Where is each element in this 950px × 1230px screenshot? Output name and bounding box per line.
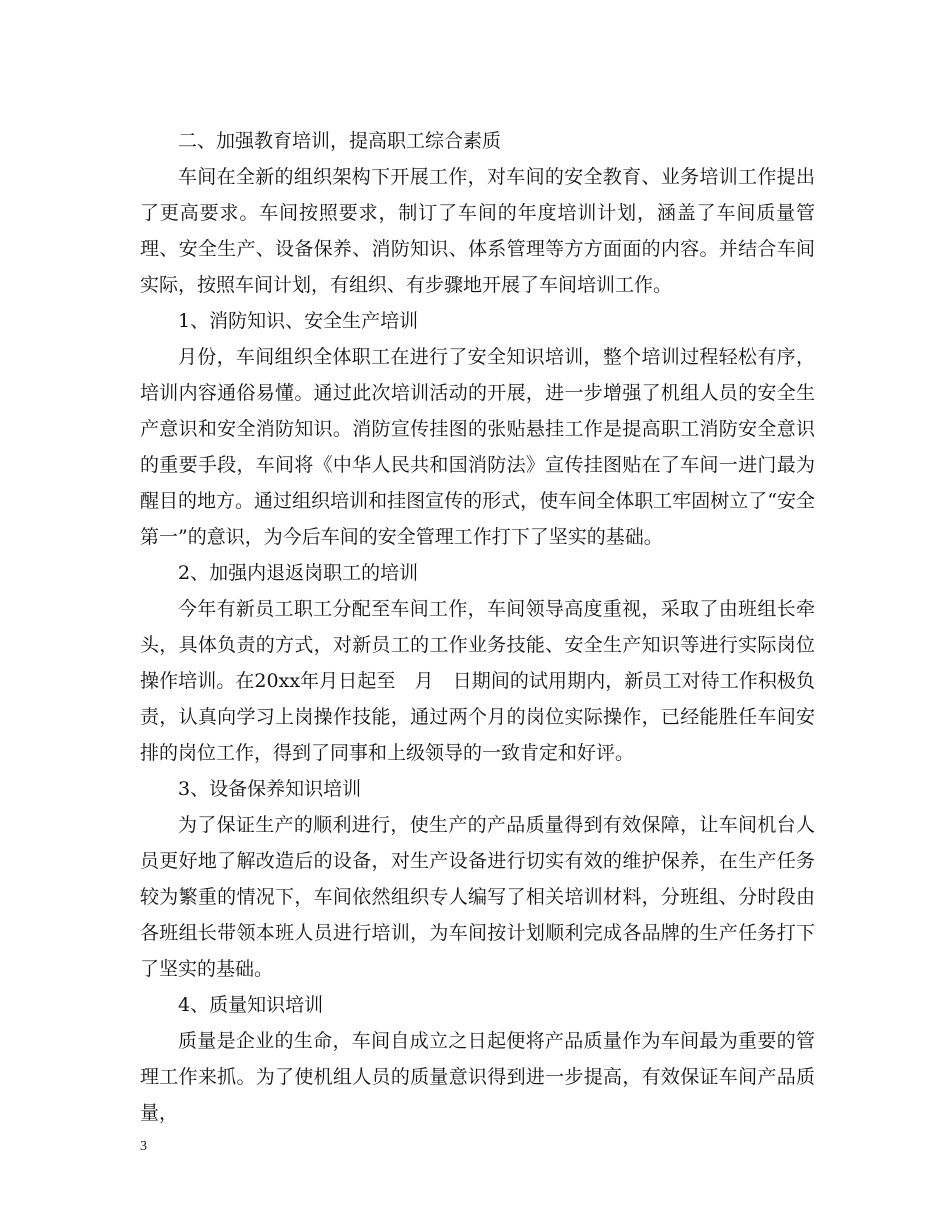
subsection-heading: 3、设备保养知识培训: [178, 778, 362, 800]
paragraph: 为了保证生产的顺利进行，使生产的产品质量得到有效保障，让车间机台人员更好地了解改造后的设备，对生产设备进行切实有效的维护保养，在生产任务较为繁重的情况下，车间依然组织专人编写了相关培训材料，分班组、分时段由各班组长带领本班人员进行培训，为车间按计划顺利完成各品牌的生产任务打下了坚实的基础。: [140, 814, 815, 980]
paragraph: 车间在全新的组织架构下开展工作，对车间的安全教育、业务培训工作提出了更高要求。车间按照要求，制订了车间的年度培训计划，涵盖了车间质量管理、安全生产、设备保养、消防知识、体系管理等方方面面的内容。并结合车间实际，按照车间计划，有组织、有步骤地开展了车间培训工作。: [140, 166, 815, 296]
subsection-heading: 1、消防知识、安全生产培训: [178, 310, 419, 332]
paragraph: 今年有新员工职工分配至车间工作，车间领导高度重视，采取了由班组长牵头，具体负责的方式，对新员工的工作业务技能、安全生产知识等进行实际岗位操作培训。在20xx年月日起至 月 日期间的试用期内，新员工对待工作积极负责，认真向学习上岗操作技能，通过两个月的岗位实际操作，已经能胜任车间安排的岗位工作，得到了同事和上级领导的一致肯定和好评。: [140, 598, 815, 764]
paragraph: 月份，车间组织全体职工在进行了安全知识培训，整个培训过程轻松有序，培训内容通俗易懂。通过此次培训活动的开展，进一步增强了机组人员的安全生产意识和安全消防知识。消防宣传挂图的张贴悬挂工作是提高职工消防安全意识的重要手段，车间将《中华人民共和国消防法》宣传挂图贴在了车间一进门最为醒目的地方。通过组织培训和挂图宣传的形式，使车间全体职工牢固树立了“安全第一”的意识，为今后车间的安全管理工作打下了坚实的基础。: [140, 346, 815, 548]
subsection-heading: 2、加强内退返岗职工的培训: [178, 562, 419, 584]
page-number: 3: [140, 1139, 147, 1154]
paragraph: 质量是企业的生命，车间自成立之日起便将产品质量作为车间最为重要的管理工作来抓。为了使机组人员的质量意识得到进一步提高，有效保证车间产品质量，: [140, 1030, 815, 1124]
section-heading: 二、加强教育培训，提高职工综合素质: [178, 130, 502, 152]
subsection-heading: 4、质量知识培训: [178, 994, 324, 1016]
document-body: [140, 123, 815, 1131]
